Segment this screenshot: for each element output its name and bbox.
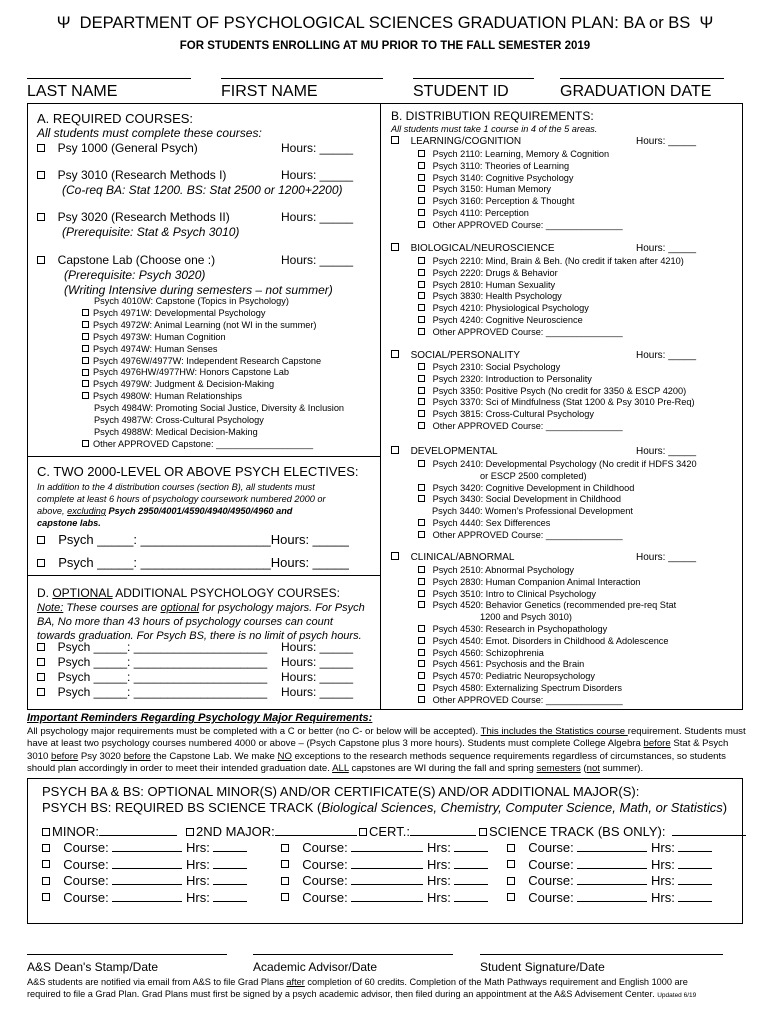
area-clinical-abnormal: CLINICAL/ABNORMAL [391, 552, 514, 563]
optional-course-row[interactable]: Psych _____: ____________________ [37, 685, 267, 700]
section-c-title: C. TWO 2000-LEVEL OR ABOVE PSYCH ELECTIVES: [37, 464, 359, 479]
course-checkbox[interactable] [507, 877, 515, 885]
first-name-field[interactable] [221, 78, 383, 79]
course-row[interactable]: Course: Hrs: [281, 890, 488, 907]
course-note: (Prerequisite: Stat & Psych 3010) [62, 225, 240, 239]
area-checkbox[interactable] [391, 243, 399, 251]
list-item: Psych 4520: Behavior Genetics (recommended pre-req Stat [418, 600, 676, 612]
minor-course-col-3 [507, 840, 712, 906]
list-item: Psych 4570: Pediatric Neuropsychology [418, 671, 676, 683]
course-checkbox[interactable] [418, 375, 425, 382]
capstone-checkbox[interactable] [82, 357, 89, 364]
course-checkbox[interactable] [418, 328, 425, 335]
course-row[interactable]: Course: Hrs: [42, 840, 247, 857]
course-checkbox[interactable] [507, 860, 515, 868]
course-row[interactable]: Course: Hrs: [281, 873, 488, 890]
required-course-row: Psy 3010 (Research Methods I) [37, 168, 226, 182]
updated-date: Updated 6/19 [657, 992, 697, 999]
area-biological-neuroscience: BIOLOGICAL/NEUROSCIENCE [391, 243, 554, 254]
course-checkbox[interactable] [418, 316, 425, 323]
divider [27, 709, 743, 710]
minor-field[interactable]: MINOR: [42, 824, 177, 839]
course-checkbox[interactable] [418, 696, 425, 703]
graduation-date-label: GRADUATION DATE [560, 83, 712, 100]
course-checkbox[interactable] [418, 387, 425, 394]
capstone-checkbox[interactable] [82, 345, 89, 352]
major-checkbox[interactable] [186, 828, 194, 836]
minors-title: PSYCH BA & BS: OPTIONAL MINOR(S) AND/OR CERTIFICATE(S) AND/OR ADDITIONAL MAJOR(S): [42, 784, 640, 799]
list-item: Psych 3830: Health Psychology [418, 291, 684, 303]
optional-checkbox[interactable] [37, 688, 45, 696]
list-item: Other APPROVED Course: _______________ [418, 327, 684, 339]
list-item: Psych 4561: Psychosis and the Brain [418, 659, 676, 671]
area-course-list [418, 565, 676, 707]
course-row[interactable]: Course: Hrs: [507, 840, 712, 857]
list-item: Psych 2110: Learning, Memory & Cognition [418, 149, 623, 161]
list-item: Psych 2210: Mind, Brain & Beh. (No credit if taken after 4210) [418, 256, 684, 268]
hours-field[interactable]: Hours: _____ [281, 670, 354, 684]
course-checkbox[interactable] [418, 660, 425, 667]
course-row[interactable]: Course: Hrs: [42, 857, 247, 874]
list-item: Psych 3160: Perception & Thought [418, 196, 623, 208]
hours-field[interactable]: Hours: _____ [281, 640, 354, 654]
list-item: Psych 2220: Drugs & Behavior [418, 268, 684, 280]
list-item: Psych 3440: Women’s Professional Development [432, 506, 633, 517]
required-course-row: Psy 3020 (Research Methods II) [37, 210, 230, 224]
course-checkbox[interactable] [37, 144, 45, 152]
hours-field[interactable]: Hours: _____ [636, 243, 697, 254]
course-checkbox[interactable] [281, 893, 289, 901]
list-item: Psych 3510: Intro to Clinical Psychology [418, 589, 676, 601]
section-a-title: A. REQUIRED COURSES: [37, 111, 194, 126]
course-checkbox[interactable] [42, 893, 50, 901]
list-item: Other APPROVED Course: _______________ [418, 530, 697, 542]
area-developmental: DEVELOPMENTAL [391, 446, 498, 457]
list-item: Psych 4976W/4977W: Independent Research Capstone [82, 356, 377, 368]
section-c-description: In addition to the 4 distribution courses (section B), all students must complete at least 6 hours of psychology coursework numbered 2000 or above, excluding Psych 2950/4001/4590/4940/4950/4960 and capstone labs. [37, 482, 326, 528]
course-row[interactable]: Course: Hrs: [281, 840, 488, 857]
advisor-signature-line[interactable] [253, 954, 453, 955]
hours-field[interactable]: Hours: _____ [636, 350, 697, 361]
section-b-intro: All students must take 1 course in 4 of the 5 areas. [391, 124, 598, 134]
optional-checkbox[interactable] [37, 673, 45, 681]
capstone-checkbox[interactable] [82, 369, 89, 376]
list-item: Psych 3350: Positive Psych (No credit for 3350 & ESCP 4200) [418, 386, 695, 398]
student-id-label: STUDENT ID [413, 83, 509, 100]
elective-row[interactable]: Psych _____: __________________Hours: _____ [37, 532, 349, 547]
hours-field[interactable]: Hours: _____ [636, 136, 697, 147]
course-checkbox[interactable] [418, 519, 425, 526]
course-checkbox[interactable] [418, 174, 425, 181]
first-name-label: FIRST NAME [221, 83, 318, 100]
course-checkbox[interactable] [281, 877, 289, 885]
course-checkbox[interactable] [418, 531, 425, 538]
course-checkbox[interactable] [418, 590, 425, 597]
divider [27, 575, 380, 576]
course-checkbox[interactable] [418, 684, 425, 691]
optional-checkbox[interactable] [37, 658, 45, 666]
list-item: or ESCP 2500 completed) [480, 470, 587, 481]
area-course-list [418, 459, 697, 542]
optional-course-row[interactable]: Psych _____: ____________________ [37, 655, 267, 670]
section-b-title: B. DISTRIBUTION REQUIREMENTS: [391, 109, 594, 123]
required-course-row: Capstone Lab (Choose one :) [37, 253, 215, 267]
psi-symbol: Ψ [699, 14, 714, 32]
capstone-checkbox[interactable] [82, 392, 89, 399]
list-item: Psych 4973W: Human Cognition [82, 332, 377, 344]
course-checkbox[interactable] [418, 410, 425, 417]
list-item: Psych 3430: Social Development in Childhood [418, 494, 697, 506]
list-item: Psych 4010W: Capstone (Topics in Psychology) [94, 296, 289, 306]
list-item: Psych 4560: Schizophrenia [418, 648, 676, 660]
list-item: Psych 4972W: Animal Learning (not WI in the summer) [82, 320, 377, 332]
course-checkbox[interactable] [281, 844, 289, 852]
page-subtitle: FOR STUDENTS ENROLLING AT MU PRIOR TO THE FALL SEMESTER 2019 [179, 40, 591, 52]
capstone-list [82, 296, 377, 451]
list-item: Psych 3815: Cross-Cultural Psychology [418, 409, 695, 421]
area-course-list [418, 149, 623, 232]
course-checkbox[interactable] [418, 672, 425, 679]
course-checkbox[interactable] [418, 185, 425, 192]
minor-checkbox[interactable] [42, 828, 50, 836]
list-item: Psych 3140: Cognitive Psychology [418, 173, 623, 185]
course-checkbox[interactable] [418, 484, 425, 491]
course-checkbox[interactable] [37, 213, 45, 221]
reminders-text: All psychology major requirements must be completed with a C or better (no C- or below will be accepted). This includes the Statistics course requirement. Students must have at least two psychology courses numbered 4000 or above – (Psych Capstone plus 3 more hours). Students must complete College Algebra before Stat & Psych 3010 before Psy 3020 before the Capstone Lab. We make NO exceptions to the research methods sequence requirements regardless of circumstances, so students should plan accordingly in order to meet their intended graduation date. ALL capstones are WI during the fall and spring semesters (not summer). [27, 726, 746, 775]
course-row[interactable]: Course: Hrs: [507, 890, 712, 907]
list-item: Psych 2320: Introduction to Personality [418, 374, 695, 386]
course-checkbox[interactable] [418, 281, 425, 288]
course-checkbox[interactable] [418, 363, 425, 370]
divider [27, 103, 743, 104]
course-row[interactable]: Course: Hrs: [507, 873, 712, 890]
section-d-description: Note: These courses are optional for psychology majors. For Psych BA, No more than 43 hours of psychology courses can count towards graduation. For Psych BS, there is no limit of psych hours. [37, 602, 365, 642]
course-checkbox[interactable] [507, 844, 515, 852]
list-item: Other APPROVED Course: _______________ [418, 695, 676, 707]
course-checkbox[interactable] [42, 877, 50, 885]
list-item: Other APPROVED Capstone: ___________________ [82, 439, 377, 451]
course-note: (Co-req BA: Stat 1200. BS: Stat 2500 or 1200+2200) [62, 183, 343, 197]
track-checkbox[interactable] [479, 828, 487, 836]
dean-stamp-line[interactable] [27, 954, 227, 955]
capstone-checkbox[interactable] [82, 321, 89, 328]
course-checkbox[interactable] [418, 649, 425, 656]
list-item: Psych 4240: Cognitive Neuroscience [418, 315, 684, 327]
course-note: (Prerequisite: Psych 3020) [64, 268, 206, 282]
capstone-checkbox[interactable] [82, 309, 89, 316]
divider [27, 456, 380, 457]
page-title: Ψ DEPARTMENT OF PSYCHOLOGICAL SCIENCES GRADUATION PLAN: BA or BS Ψ [56, 14, 714, 32]
reminders-title: Important Reminders Regarding Psychology Major Requirements: [27, 712, 373, 724]
course-row[interactable]: Course: Hrs: [42, 873, 247, 890]
list-item: Psych 4540: Emot. Disorders in Childhood & Adolescence [418, 636, 676, 648]
list-item: Psych 2510: Abnormal Psychology [418, 565, 676, 577]
list-item: Psych 4580: Externalizing Spectrum Disorders [418, 683, 676, 695]
course-checkbox[interactable] [42, 844, 50, 852]
capstone-checkbox[interactable] [82, 440, 89, 447]
optional-course-row[interactable]: Psych _____: ____________________ [37, 640, 267, 655]
course-checkbox[interactable] [418, 601, 425, 608]
minor-course-col-2 [281, 840, 488, 906]
list-item: Psych 2410: Developmental Psychology (No credit if HDFS 3420 [418, 459, 697, 471]
list-item: Psych 4979W: Judgment & Decision-Making [82, 379, 377, 391]
course-row[interactable]: Course: Hrs: [42, 890, 247, 907]
course-checkbox[interactable] [418, 197, 425, 204]
capstone-checkbox[interactable] [82, 333, 89, 340]
optional-course-list [37, 640, 267, 700]
list-item: Psych 4987W: Cross-Cultural Psychology [94, 415, 264, 426]
cert-checkbox[interactable] [359, 828, 367, 836]
elective-checkbox[interactable] [37, 536, 45, 544]
footer-note: A&S students are notified via email from A&S to file Grad Plans after completion of 60 credits. Completion of the Math Pathways requirement and English 1000 are required to file a Grad Plan. Grad Plans must first be signed by a psych academic advisor, then filed during an appointment at the A&S Advisement Center. Updated 6/19 [27, 977, 697, 999]
required-course-row: Psy 1000 (General Psych) [37, 141, 198, 155]
course-checkbox[interactable] [418, 422, 425, 429]
psi-symbol: Ψ [56, 14, 71, 32]
course-checkbox[interactable] [281, 860, 289, 868]
hours-field[interactable]: Hours: _____ [281, 685, 354, 699]
hours-field[interactable]: Hours: _____ [636, 446, 697, 457]
hours-field[interactable]: Hours: _____ [281, 210, 354, 224]
list-item: Psych 4440: Sex Differences [418, 518, 697, 530]
course-note: (Writing Intensive during semesters – not summer) [64, 283, 333, 297]
list-item: Other APPROVED Course: _______________ [418, 220, 623, 232]
course-checkbox[interactable] [418, 269, 425, 276]
area-checkbox[interactable] [391, 350, 399, 358]
last-name-field[interactable] [27, 78, 191, 79]
list-item: Psych 4974W: Human Senses [82, 344, 377, 356]
minor-course-col-1 [42, 840, 247, 906]
course-row[interactable]: Course: Hrs: [507, 857, 712, 874]
list-item: Psych 2830: Human Companion Animal Interaction [418, 577, 676, 589]
course-checkbox[interactable] [418, 398, 425, 405]
hours-field[interactable]: Hours: _____ [636, 552, 697, 563]
course-checkbox[interactable] [418, 257, 425, 264]
dean-stamp-label: A&S Dean's Stamp/Date [27, 960, 159, 974]
list-item: Psych 3370: Sci of Mindfulness (Stat 1200 & Psy 3010 Pre-Req) [418, 397, 695, 409]
list-item: Psych 4530: Research in Psychopathology [418, 624, 676, 636]
course-checkbox[interactable] [418, 460, 425, 467]
cert-field[interactable]: CERT.: [359, 824, 476, 839]
list-item: Psych 3150: Human Memory [418, 184, 623, 196]
course-checkbox[interactable] [42, 860, 50, 868]
course-checkbox[interactable] [418, 637, 425, 644]
section-d-title: D. OPTIONAL ADDITIONAL PSYCHOLOGY COURSES: [37, 586, 340, 600]
area-social-personality: SOCIAL/PERSONALITY [391, 350, 520, 361]
student-signature-label: Student Signature/Date [480, 960, 605, 974]
area-learning-cognition: LEARNING/COGNITION [391, 136, 521, 147]
list-item: Psych 4110: Perception [418, 208, 623, 220]
course-checkbox[interactable] [418, 209, 425, 216]
list-item: Psych 4971W: Developmental Psychology [82, 308, 377, 320]
course-checkbox[interactable] [418, 221, 425, 228]
graduation-date-field[interactable] [560, 78, 724, 79]
hours-field[interactable]: Hours: _____ [281, 168, 354, 182]
area-course-list [418, 256, 684, 339]
capstone-checkbox[interactable] [82, 380, 89, 387]
list-item: Psych 2310: Social Psychology [418, 362, 695, 374]
elective-checkbox[interactable] [37, 559, 45, 567]
list-item: Other APPROVED Course: _______________ [418, 421, 695, 433]
course-checkbox[interactable] [37, 171, 45, 179]
course-checkbox[interactable] [418, 495, 425, 502]
optional-course-row[interactable]: Psych _____: ____________________ [37, 670, 267, 685]
list-item: Psych 4976HW/4977HW: Honors Capstone Lab [82, 367, 377, 379]
course-checkbox[interactable] [418, 304, 425, 311]
hours-field[interactable]: Hours: _____ [281, 141, 354, 155]
list-item: Psych 4210: Physiological Psychology [418, 303, 684, 315]
course-checkbox[interactable] [418, 578, 425, 585]
course-checkbox[interactable] [418, 150, 425, 157]
course-checkbox[interactable] [507, 893, 515, 901]
course-checkbox[interactable] [418, 292, 425, 299]
list-item: Psych 3110: Theories of Learning [418, 161, 623, 173]
advisor-signature-label: Academic Advisor/Date [253, 960, 378, 974]
last-name-label: LAST NAME [27, 83, 118, 100]
course-checkbox[interactable] [418, 162, 425, 169]
hours-field[interactable]: Hours: _____ [281, 253, 354, 267]
list-item: Psych 4988W: Medical Decision-Making [94, 426, 258, 437]
list-item: 1200 and Psych 3010) [480, 612, 572, 623]
student-signature-line[interactable] [480, 954, 723, 955]
area-checkbox[interactable] [391, 446, 399, 454]
second-major-field[interactable]: 2ND MAJOR: [186, 824, 357, 839]
divider [380, 103, 381, 709]
area-course-list [418, 362, 695, 433]
course-checkbox[interactable] [37, 256, 45, 264]
divider [742, 103, 743, 709]
course-checkbox[interactable] [418, 625, 425, 632]
science-track-field[interactable]: SCIENCE TRACK (BS ONLY): [479, 824, 746, 839]
optional-checkbox[interactable] [37, 643, 45, 651]
list-item: Psych 3420: Cognitive Development in Childhood [418, 483, 697, 495]
optional-hours-list [281, 640, 353, 700]
list-item: Psych 4984W: Promoting Social Justice, Diversity & Inclusion [94, 403, 345, 414]
student-id-field[interactable] [413, 78, 534, 79]
section-a-intro: All students must complete these courses: [37, 126, 262, 140]
list-item: Psych 2810: Human Sexuality [418, 280, 684, 292]
divider [27, 103, 28, 709]
course-row[interactable]: Course: Hrs: [281, 857, 488, 874]
course-checkbox[interactable] [418, 566, 425, 573]
area-checkbox[interactable] [391, 136, 399, 144]
elective-row[interactable]: Psych _____: __________________Hours: _____ [37, 555, 349, 570]
hours-field[interactable]: Hours: _____ [281, 655, 354, 669]
list-item: Psych 4980W: Human Relationships [82, 391, 377, 403]
area-checkbox[interactable] [391, 552, 399, 560]
bs-track-title: PSYCH BS: REQUIRED BS SCIENCE TRACK (Biological Sciences, Chemistry, Computer Science, Math, or Statistics) [42, 800, 728, 815]
